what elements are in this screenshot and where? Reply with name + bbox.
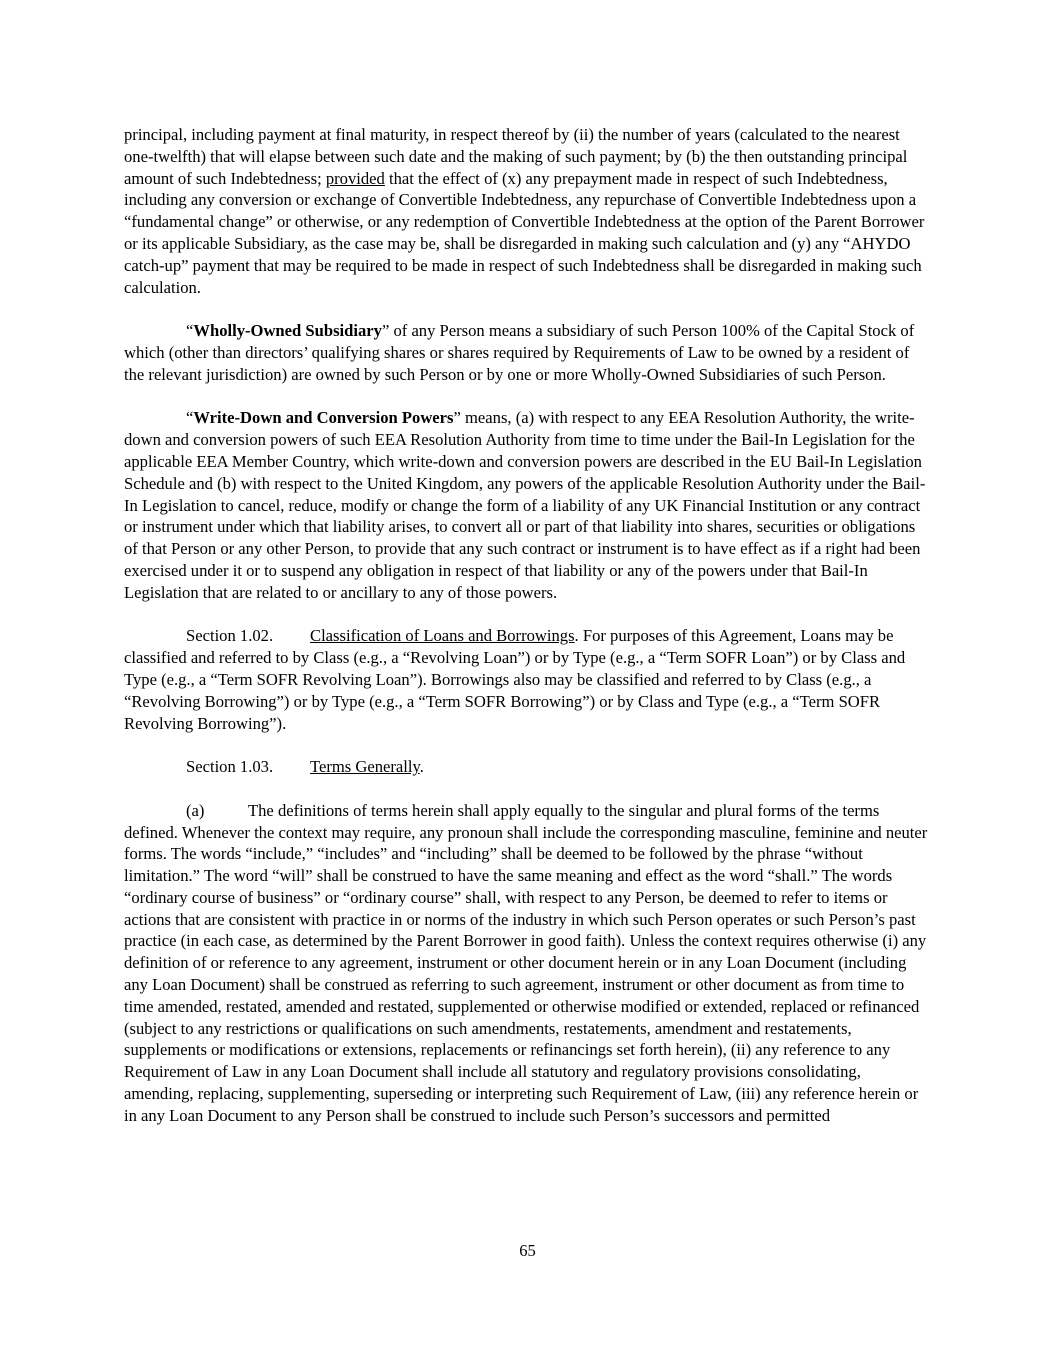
paragraph-text: principal, including payment at final maturity, in respect thereof by (ii) the number of years (calculated to the nearest one-twelfth) that will elapse between such date and the making of such payment; by (b) the then outstanding principal amount of such Indebtedness; — [124, 125, 908, 188]
definition-text: ” of any Person means a subsidiary of such Person 100% of the Capital Stock of which (other than directors’ qualifying shares or shares required by Requirements of Law to be owned by a resident of the relevant jurisdiction) are owned by such Person or by one or more Wholly-Owned Subsidiaries of such Person. — [124, 321, 915, 384]
definition-text: ” means, (a) with respect to any EEA Resolution Authority, the write-down and conversion powers of such EEA Resolution Authority from time to time under the Bail-In Legislation for the applicable EEA Member Country, which write-down and conversion powers are described in the EU Bail-In Legislation Schedule and (b) with respect to the United Kingdom, any powers of the applicable Resolution Authority under the Bail-In Legislation to cancel, reduce, modify or change the form of a liability of any UK Financial Institution or any contract or instrument under which that liability arises, to convert all or part of that liability into shares, securities or obligations of that Person or any other Person, to provide that any such contract or instrument is to have effect as if a right had been exercised under it or to suspend any obligation in respect of that liability or any of the powers under that Bail-In Legislation that are related to or ancillary to any of those powers. — [124, 408, 926, 602]
section-1-02 — [124, 625, 932, 734]
section-heading: Terms Generally — [310, 757, 420, 777]
document-page — [124, 124, 932, 1127]
definition-write-down-conversion-powers — [124, 407, 932, 603]
section-heading: Classification of Loans and Borrowings — [310, 626, 575, 646]
section-body: . For purposes of this Agreement, Loans may be classified and referred to by Class (e.g., a “Revolving Loan”) or by Type (e.g., a “Term SOFR Loan”) or by Class and Type (e.g., a “Term SOFR Revolving Loan”). Borrowings also may be classified and referred to by Class (e.g., a “Revolving Borrowing”) or by Type (e.g., a “Term SOFR Borrowing”) or by Class and Type (e.g., a “Term SOFR Revolving Borrowing”). — [124, 626, 906, 733]
provided-term: provided — [325, 168, 385, 188]
page-number: 65 — [519, 1241, 536, 1260]
section-1-03 — [124, 756, 932, 778]
clause-a — [124, 800, 932, 1127]
clause-body: The definitions of terms herein shall apply equally to the singular and plural forms of the terms defined. Whenever the context may require, any pronoun shall include the corresponding masculine, feminine and neuter forms. The words “include,” “includes” and “including” shall be deemed to be followed by the phrase “without limitation.” The word “will” shall be construed to have the same meaning and effect as the word “shall.” The words “ordinary course of business” or “ordinary course” shall, with respect to any Person, be deemed to refer to items or actions that are consistent with practice in or norms of the industry in which such Person operates or such Person’s past practice (in each case, as determined by the Parent Borrower in good faith). Unless the context requires otherwise (i) any definition of or reference to any agreement, instrument or other document herein or in any Loan Document (including any Loan Document) shall be construed as referring to such agreement, instrument or other document as from time to time amended, restated, amended and restated, supplemented or otherwise modified or extended, replaced or refinanced (subject to any restrictions or qualifications on such amendments, restatements, amendment and restatements, supplements or modifications or extensions, replacements or refinancings set forth herein), (ii) any reference to any Requirement of Law in any Loan Document shall include all statutory and regulatory provisions consolidating, amending, replacing, supplementing, superseding or interpreting such Requirement of Law, (iii) any reference herein or in any Loan Document to any Person shall be construed to include such Person’s successors and permitted — [124, 800, 928, 1125]
defined-term: Write-Down and Conversion Powers — [193, 408, 454, 428]
open-quote: “ — [186, 408, 194, 428]
section-period: . — [419, 757, 424, 777]
open-quote: “ — [186, 321, 194, 341]
clause-label: (a) — [186, 800, 205, 820]
section-number: Section 1.03. — [186, 757, 274, 777]
defined-term: Wholly-Owned Subsidiary — [193, 321, 382, 341]
paragraph-text: that the effect of (x) any prepayment made in respect of such Indebtedness, including any conversion or exchange of Convertible Indebtedness, any repurchase of Convertible Indebtedness upon a “fundamental change” or otherwise, or any redemption of Convertible Indebtedness at the option of the Parent Borrower or its applicable Subsidiary, as the case may be, shall be disregarded in making such calculation and (y) any “AHYDO catch-up” payment that may be required to be made in respect of such Indebtedness shall be disregarded in making such calculation. — [124, 168, 925, 297]
paragraph-continuation — [124, 124, 932, 298]
section-number: Section 1.02. — [186, 626, 274, 646]
definition-wholly-owned-subsidiary — [124, 320, 932, 385]
